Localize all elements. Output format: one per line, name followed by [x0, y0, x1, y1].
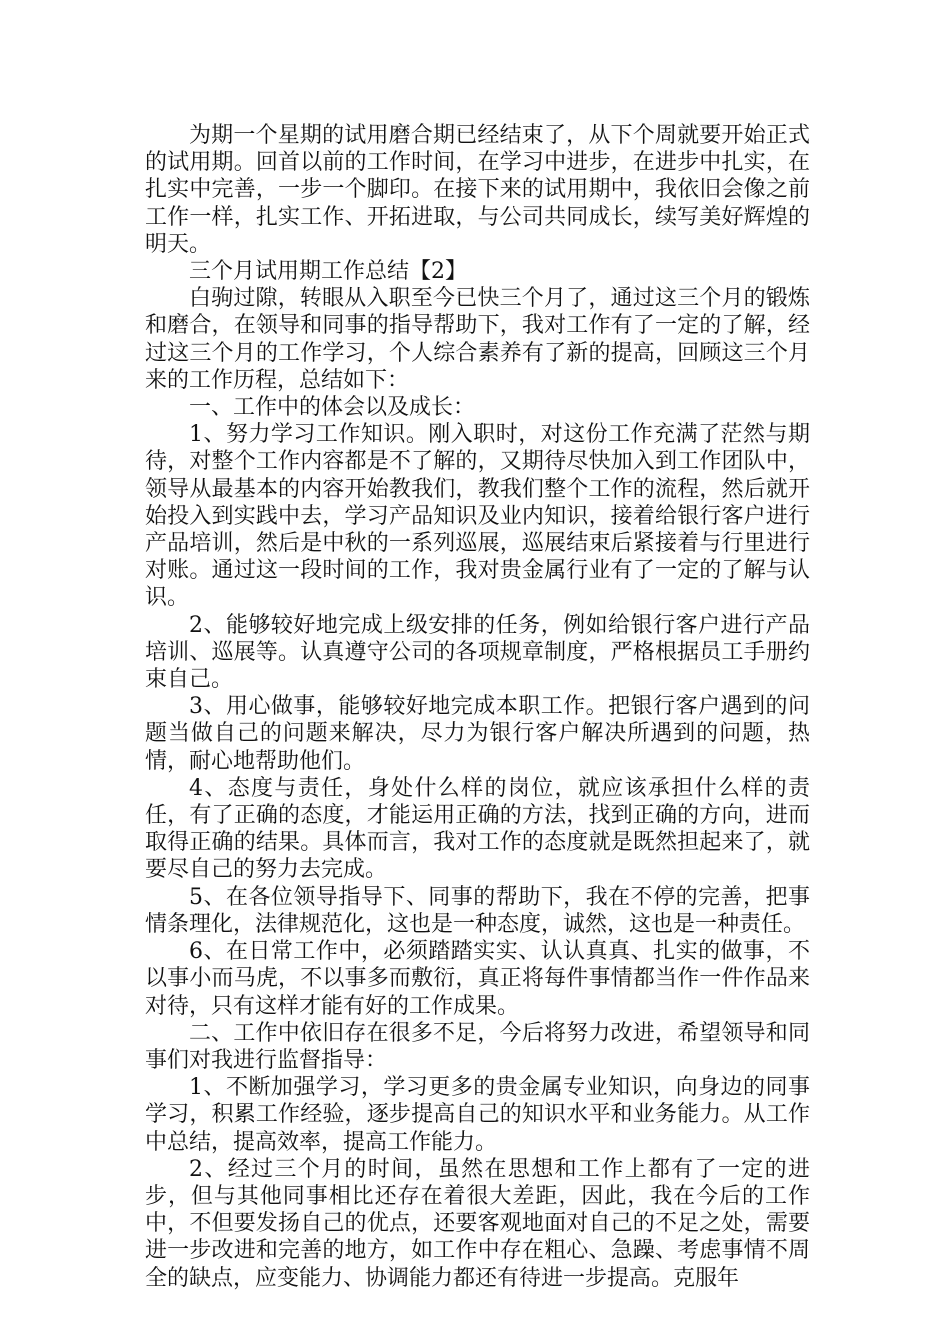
paragraph-opening: 白驹过隙，转眼从入职至今已快三个月了，通过这三个月的锻炼和磨合，在领导和同事的指导帮助下，我对工作有了一定的了解，经过这三个月的工作学习，个人综合素养有了新的提高，回顾这三个月来的工作历程，总结如下：	[145, 286, 810, 393]
paragraph-shortcoming-1: 1、不断加强学习，学习更多的贵金属专业知识，向身边的同事学习，积累工作经验，逐步提高自己的知识水平和业务能力。从工作中总结，提高效率，提高工作能力。	[145, 1075, 810, 1155]
paragraph-shortcoming-2: 2、经过三个月的时间，虽然在思想和工作上都有了一定的进步，但与其他同事相比还存在着很大差距，因此，我在今后的工作中，不但要发扬自己的优点，还要客观地面对自己的不足之处，需要进一步改进和完善的地方，如工作中存在粗心、急躁、考虑事情不周全的缺点，应变能力、协调能力都还有待进一步提高。克服年	[145, 1156, 810, 1291]
section-heading-summary-2: 三个月试用期工作总结【2】	[189, 259, 467, 285]
paragraph-item-5-improvement: 5、在各位领导指导下、同事的帮助下，我在不停的完善，把事情条理化，法律规范化，这也是一种态度，诚然，这也是一种责任。	[145, 884, 810, 937]
paragraph-item-1-learning: 1、努力学习工作知识。刚入职时，对这份工作充满了茫然与期待，对整个工作内容都是不了解的，又期待尽快加入到工作团队中，领导从最基本的内容开始教我们，教我们整个工作的流程，然后就开始投入到实践中去，学习产品知识及业内知识，接着给银行客户进行产品培训，然后是中秋的一系列巡展，巡展结束后紧接着与行里进行对账。通过这一段时间的工作，我对贵金属行业有了一定的了解与认识。	[145, 422, 810, 611]
paragraph-item-4-responsibility: 4、态度与责任，身处什么样的岗位，就应该承担什么样的责任，有了正确的态度，才能运用正确的方法，找到正确的方向，进而取得正确的结果。具体而言，我对工作的态度就是既然担起来了，就要尽自己的努力去完成。	[145, 775, 810, 883]
section-heading-shortcomings: 二、工作中依旧存在很多不足，今后将努力改进，希望领导和同事们对我进行监督指导：	[145, 1020, 810, 1073]
paragraph-item-2-tasks: 2、能够较好地完成上级安排的任务，例如给银行客户进行产品培训、巡展等。认真遵守公司的各项规章制度，严格根据员工手册约束自己。	[145, 612, 810, 693]
paragraph-item-3-diligence: 3、用心做事，能够较好地完成本职工作。把银行客户遇到的问题当做自己的问题来解决，尽力为银行客户解决所遇到的问题，热情，耐心地帮助他们。	[145, 694, 810, 774]
paragraph-intro-conclusion: 为期一个星期的试用磨合期已经结束了，从下个周就要开始正式的试用期。回首以前的工作时间，在学习中进步，在进步中扎实，在扎实中完善，一步一个脚印。在接下来的试用期中，我依旧会像之前工作一样，扎实工作、开拓进取，与公司共同成长，续写美好辉煌的明天。	[145, 123, 810, 257]
document-body	[145, 122, 810, 1292]
section-heading-experience: 一、工作中的体会以及成长：	[189, 395, 476, 421]
paragraph-item-6-daily-work: 6、在日常工作中，必须踏踏实实、认认真真、扎实的做事，不以事小而马虎，不以事多而敷衍，真正将每件事情都当作一件作品来对待，只有这样才能有好的工作成果。	[145, 939, 810, 1019]
